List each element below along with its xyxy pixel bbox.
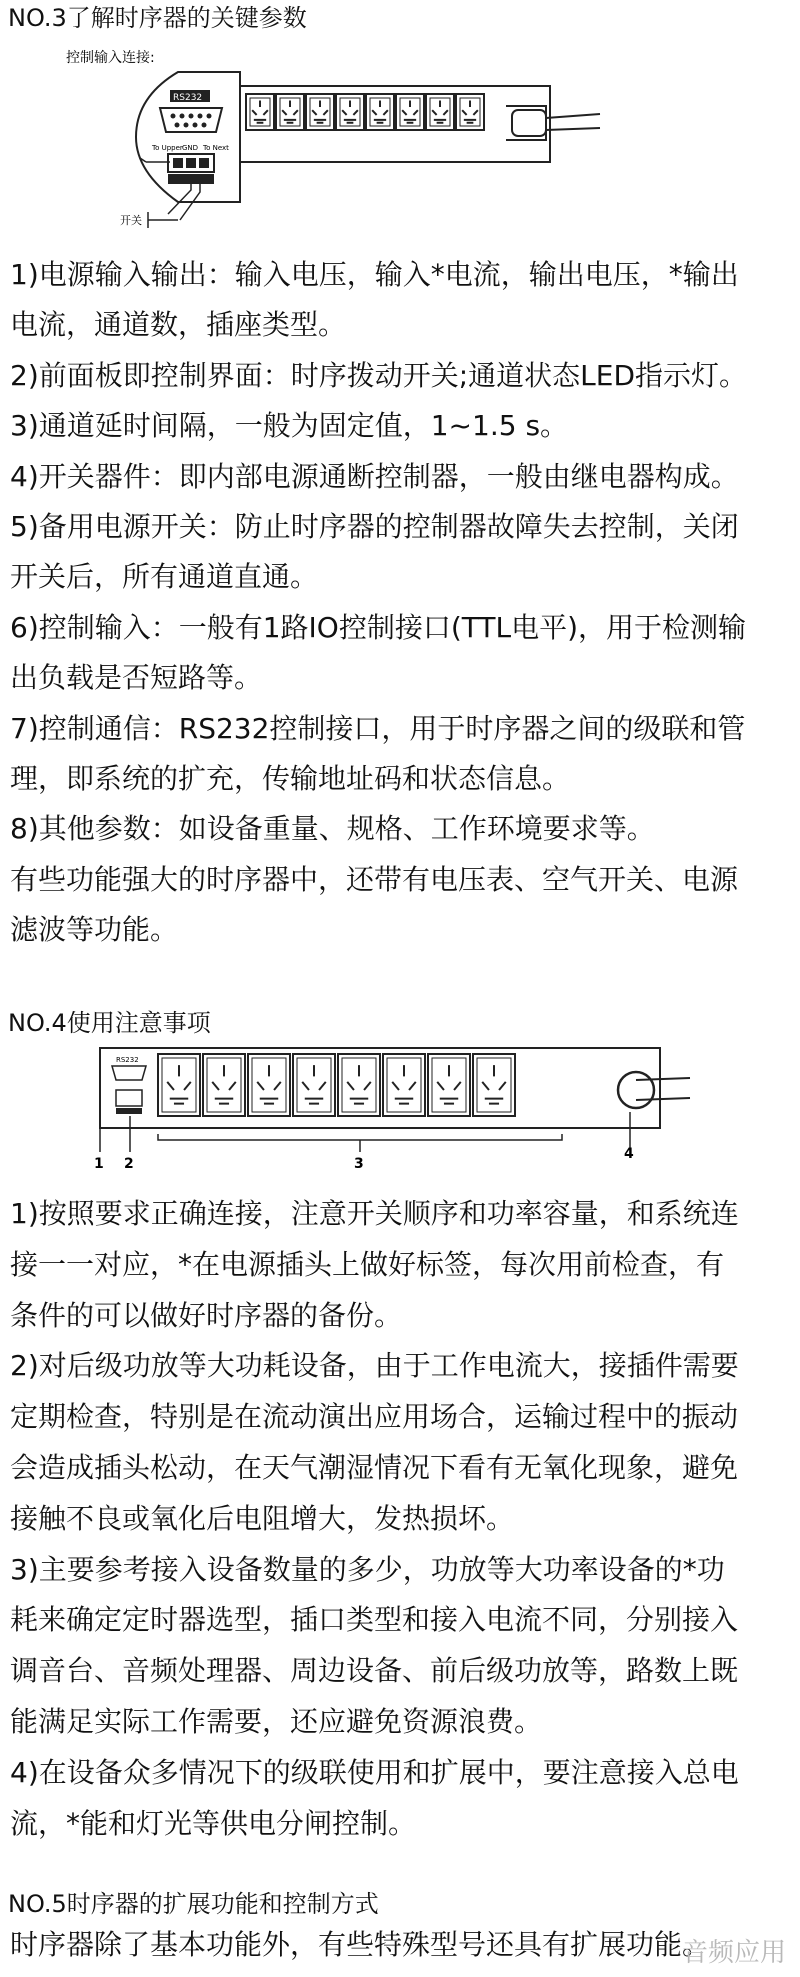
switch-label: 开关 xyxy=(120,214,142,227)
power-outlet-icon xyxy=(366,94,394,130)
power-outlet-icon xyxy=(338,1054,380,1116)
power-outlet-icon xyxy=(426,94,454,130)
section4-line: 耗来确定定时器选型，插口类型和接入电流不同，分别接入 xyxy=(10,1603,739,1637)
section5-line: 时序器除了基本功能外，有些特殊型号还具有扩展功能。 xyxy=(10,1928,711,1961)
power-outlet-icon xyxy=(293,1054,335,1116)
section4-line: 接触不良或氧化后电阻增大，发热损坏。 xyxy=(10,1501,515,1535)
section3-line: 有些功能强大的时序器中，还带有电压表、空气开关、电源 xyxy=(10,862,739,896)
power-outlet-icon xyxy=(396,94,424,130)
section3-line: 5)备用电源开关：防止时序器的控制器故障失去控制，关闭 xyxy=(10,510,739,543)
section3-line: 6)控制输入：一般有1路IO控制接口(TTL电平)，用于检测输 xyxy=(10,610,747,644)
section4-line: 1)按照要求正确连接，注意开关顺序和功率容量，和系统连 xyxy=(10,1197,739,1230)
to-next-label: To Next xyxy=(203,144,229,152)
section3-line: 7)控制通信：RS232控制接口，用于时序器之间的级联和管 xyxy=(10,711,746,745)
section4-line: 能满足实际工作需要，还应避免资源浪费。 xyxy=(10,1705,543,1738)
power-outlet-icon xyxy=(336,94,364,130)
section4-line: 定期检查，特别是在流动演出应用场合，运输过程中的振动 xyxy=(10,1400,739,1434)
section3-line: 4)开关器件：即内部电源通断控制器，一般由继电器构成。 xyxy=(10,459,739,493)
section4-line: 会造成插头松动，在天气潮湿情况下看有无氧化现象，避免 xyxy=(10,1451,739,1484)
callout-3: 3 xyxy=(354,1156,364,1170)
power-outlet-icon xyxy=(248,1054,290,1116)
section4-line: 4)在设备众多情况下的级联使用和扩展中，要注意接入总电 xyxy=(10,1755,739,1789)
power-outlet-icon xyxy=(473,1054,515,1116)
section3-line: 3)通道延时间隔，一般为固定值，1~1.5 s。 xyxy=(10,409,569,443)
callout-1: 1 xyxy=(94,1156,104,1170)
section3-line: 理，即系统的扩充，传输地址码和状态信息。 xyxy=(10,762,571,795)
section3-line: 8)其他参数：如设备重量、规格、工作环境要求等。 xyxy=(10,812,655,846)
power-outlet-icon xyxy=(158,1054,200,1116)
power-outlet-icon xyxy=(428,1054,470,1116)
watermark: 音频应用 xyxy=(681,1938,786,1968)
power-outlet-icon xyxy=(276,94,304,130)
section4-line: 2)对后级功放等大功耗设备，由于工作电流大，接插件需要 xyxy=(10,1349,739,1383)
section3-line: 开关后，所有通道直通。 xyxy=(10,560,319,594)
to-upper-label: To Upper xyxy=(152,144,183,152)
panel-port-label: RS232 xyxy=(116,1056,139,1064)
section4-line: 流，*能和灯光等供电分闸控制。 xyxy=(10,1806,417,1840)
gnd-label: GND xyxy=(182,144,199,152)
section-4-heading: NO.4使用注意事项 xyxy=(8,1009,211,1037)
callout-2: 2 xyxy=(124,1156,134,1170)
rs232-port-icon xyxy=(160,108,222,132)
power-cable-icon xyxy=(512,110,546,136)
power-outlet-icon xyxy=(383,1054,425,1116)
section-3-heading: NO.3了解时序器的关键参数 xyxy=(8,4,307,32)
rs232-label: RS232 xyxy=(173,93,203,103)
section4-line: 调音台、音频处理器、周边设备、前后级功放等，路数上既 xyxy=(10,1654,739,1688)
section-5-heading: NO.5时序器的扩展功能和控制方式 xyxy=(8,1890,379,1918)
section3-line: 滤波等功能。 xyxy=(10,913,179,947)
section4-line: 3)主要参考接入设备数量的多少，功放等大功率设备的*功 xyxy=(10,1552,725,1586)
section3-line: 电流，通道数，插座类型。 xyxy=(10,308,347,342)
control-input-connection-diagram xyxy=(60,42,700,242)
section3-line: 1)电源输入输出：输入电压，输入*电流，输出电压，*输出 xyxy=(10,258,739,291)
diagram-caption: 控制输入连接: xyxy=(66,50,155,66)
section4-line: 接一一对应，*在电源插头上做好标签，每次用前检查，有 xyxy=(10,1247,725,1281)
front-panel-diagram xyxy=(90,1042,730,1170)
section3-line: 2)前面板即控制界面：时序拨动开关;通道状态LED指示灯。 xyxy=(10,358,748,392)
power-outlet-icon xyxy=(203,1054,245,1116)
power-outlet-icon xyxy=(306,94,334,130)
section3-line: 出负载是否短路等。 xyxy=(10,661,263,695)
panel-rs232-port-icon xyxy=(112,1066,146,1080)
power-outlet-icon xyxy=(246,94,274,130)
power-inlet-icon xyxy=(618,1072,654,1108)
callout-4: 4 xyxy=(624,1146,634,1162)
panel-terminal-icon xyxy=(116,1090,142,1106)
section4-line: 条件的可以做好时序器的备份。 xyxy=(10,1298,403,1332)
power-outlet-icon xyxy=(456,94,484,130)
